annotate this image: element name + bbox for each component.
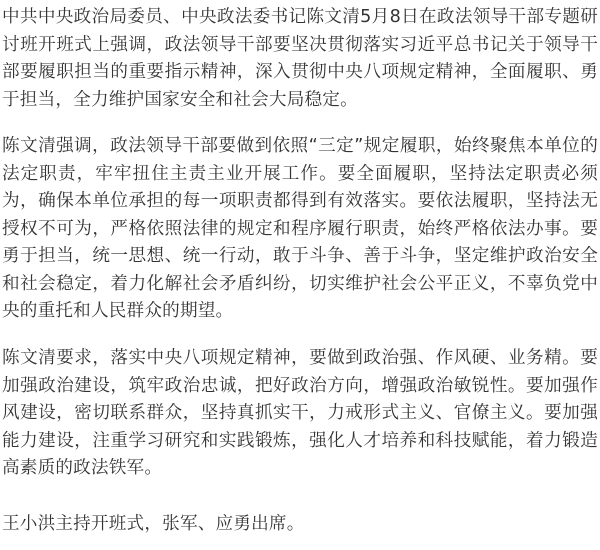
article-paragraph-4: 王小洪主持开班式，张军、应勇出席。	[2, 514, 305, 534]
article-paragraph-3: 陈文清要求，落实中央八项规定精神，要做到政治强、作风硬、业务精。要加强政治建设，筑牢政治忠诚，把好政治方向，增强政治敏锐性。要加强作风建设，密切联系群众，坚持真抓实干，力戒形式主义、官僚主义。要加强能力建设，注重学习研究和实践锻炼，强化人才培养和科技赋能，着力锻造高素质的政法铁军。	[2, 348, 598, 478]
article-paragraph-1: 中共中央政治局委员、中央政法委书记陈文清5月8日在政法领导干部专题研讨班开班式上强调，政法领导干部要坚决贯彻落实习近平总书记关于领导干部要履职担当的重要指示精神，深入贯彻中央八项规定精神，全面履职、勇于担当，全力维护国家安全和社会大局稳定。	[2, 7, 598, 110]
article-paragraph-2: 陈文清强调，政法领导干部要做到依照“三定”规定履职，始终聚焦本单位的法定职责，牢牢扭住主责主业开展工作。要全面履职，坚持法定职责必须为，确保本单位承担的每一项职责都得到有效落实。要依法履职，坚持法无授权不可为，严格依照法律的规定和程序履行职责，始终严格依法办事。要勇于担当，统一思想、统一行动，敢于斗争、善于斗争，坚定维护政治安全和社会稳定，着力化解社会矛盾纠纷，切实维护社会公平正义，不辜负党中央的重托和人民群众的期望。	[2, 136, 598, 321]
